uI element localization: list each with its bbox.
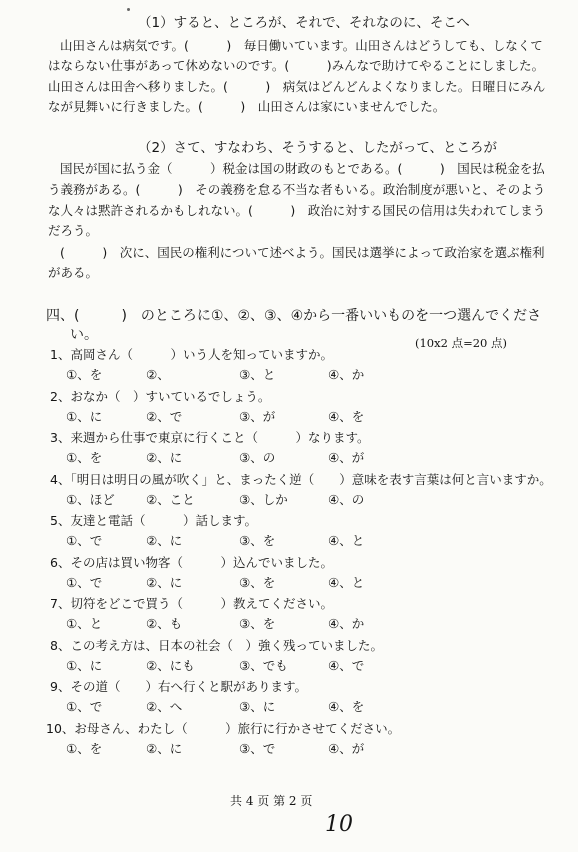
- question-1-option-2[interactable]: ②、: [146, 367, 170, 382]
- question-7-option-2[interactable]: ②、も: [146, 616, 183, 631]
- question-4-option-4[interactable]: ④、の: [328, 491, 365, 507]
- question-2-option-4[interactable]: ④、を: [328, 408, 365, 424]
- part2-line-3: な人々は黙許されるかもしれない。( ) 政治に対する国民の信用は失われてしまう: [48, 203, 546, 218]
- part1-line-4: なが見舞いに行きました。( ) 山田さんは家にいませんでした。: [48, 99, 446, 114]
- part2-header: （2）さて、すなわち、そうすると、したがって、ところが: [138, 140, 498, 156]
- question-9-option-2[interactable]: ②、へ: [146, 699, 183, 714]
- section4-title-line1: 四、( ) のところに①、②、③、④から一番いいものを一つ選んでくださ: [46, 308, 542, 324]
- question-8-text: 8、この考え方は、日本の社会（ ）強く残っていました。: [50, 637, 383, 653]
- question-5-option-1[interactable]: ①、で: [66, 533, 103, 548]
- section4-score: (10x2 点=20 点): [415, 336, 507, 350]
- question-10-option-1[interactable]: ①、を: [66, 740, 103, 756]
- part1-line-1: 山田さんは病気です。( ) 毎日働いています。山田さんはどうしても、しなくて: [60, 38, 543, 53]
- question-4-text: 4、「明日は明日の風が吹く」と、まったく逆（ ）意味を表す言葉は何と言いますか。: [50, 471, 552, 487]
- question-3-option-4[interactable]: ④、が: [328, 450, 365, 465]
- part2-line-1: 国民が国に払う金（ ）税金は国の財政のもとである。( ) 国民は税金を払: [60, 161, 545, 176]
- question-7-option-3[interactable]: ③、を: [239, 616, 276, 631]
- part2-line-6: がある。: [48, 265, 99, 280]
- question-5-option-4[interactable]: ④、と: [328, 533, 365, 548]
- question-6-option-3[interactable]: ③、を: [239, 574, 276, 590]
- part1-line-3: 山田さんは田舎へ移りました。( ) 病気はどんどんよくなりました。日曜日にみん: [48, 79, 546, 94]
- question-4-option-3[interactable]: ③、しか: [239, 491, 288, 507]
- question-4-option-1[interactable]: ①、ほど: [66, 491, 115, 507]
- question-1-option-1[interactable]: ①、を: [66, 367, 103, 382]
- question-7-text: 7、切符をどこで買う（ ）教えてください。: [50, 596, 333, 611]
- question-9-option-3[interactable]: ③、に: [239, 699, 276, 714]
- question-6-option-4[interactable]: ④、と: [328, 574, 365, 590]
- question-7-option-4[interactable]: ④、か: [328, 616, 365, 631]
- question-9-option-4[interactable]: ④、を: [328, 699, 365, 714]
- question-5-option-3[interactable]: ③、を: [239, 533, 276, 548]
- question-10-option-2[interactable]: ②、に: [146, 740, 183, 756]
- question-3-option-1[interactable]: ①、を: [66, 450, 103, 465]
- question-1-text: 1、高岡さん（ ）いう人を知っていますか。: [50, 347, 333, 362]
- question-7-option-1[interactable]: ①、と: [66, 616, 103, 631]
- question-2-option-3[interactable]: ③、が: [239, 408, 276, 424]
- handwritten-score-mark: 10: [325, 812, 353, 837]
- question-9-option-1[interactable]: ①、で: [66, 699, 103, 714]
- question-6-text: 6、その店は買い物客（ ）込んでいました。: [50, 554, 333, 570]
- question-2-option-2[interactable]: ②、で: [146, 408, 183, 424]
- part1-header: （1）すると、ところが、それで、それなのに、そこへ: [138, 15, 470, 31]
- question-1-option-4[interactable]: ④、か: [328, 367, 365, 382]
- part2-line-2: う義務がある。( ) その義務を怠る不当な者もいる。政治制度が悪いと、そのよう: [48, 182, 546, 197]
- question-1-option-3[interactable]: ③、と: [239, 367, 276, 382]
- question-2-option-1[interactable]: ①、に: [66, 408, 103, 424]
- question-5-option-2[interactable]: ②、に: [146, 533, 183, 548]
- question-10-text: 10、お母さん、わたし（ ）旅行に行かさせてください。: [46, 720, 401, 736]
- page-footer: 共 4 页 第 2 页: [230, 794, 313, 808]
- ink-dot: [127, 8, 130, 11]
- question-3-text: 3、来週から仕事で東京に行くこと（ ）なります。: [50, 430, 370, 445]
- question-10-option-3[interactable]: ③、で: [239, 740, 276, 756]
- question-10-option-4[interactable]: ④、が: [328, 740, 365, 756]
- question-2-text: 2、おなか（ ）すいているでしょう。: [50, 388, 271, 404]
- question-3-option-2[interactable]: ②、に: [146, 450, 183, 465]
- question-8-option-1[interactable]: ①、に: [66, 657, 103, 673]
- question-6-option-2[interactable]: ②、に: [146, 574, 183, 590]
- question-5-text: 5、友達と電話（ ）話します。: [50, 513, 257, 528]
- question-8-option-3[interactable]: ③、でも: [239, 657, 288, 673]
- section4-title-line2: い。: [70, 327, 98, 343]
- question-8-option-4[interactable]: ④、で: [328, 657, 365, 673]
- part1-line-2: はならない仕事があって休めないのです。( )みんなで助けてやることにしました。: [48, 58, 545, 73]
- part2-line-5: ( ) 次に、国民の権利について述べよう。国民は選挙によって政治家を選ぶ権利: [60, 245, 545, 260]
- question-3-option-3[interactable]: ③、の: [239, 450, 276, 465]
- question-9-text: 9、その道（ ）右へ行くと駅があります。: [50, 679, 307, 694]
- part2-line-4: だろう。: [48, 223, 99, 238]
- question-4-option-2[interactable]: ②、こと: [146, 491, 195, 507]
- question-6-option-1[interactable]: ①、で: [66, 574, 103, 590]
- question-8-option-2[interactable]: ②、にも: [146, 657, 195, 673]
